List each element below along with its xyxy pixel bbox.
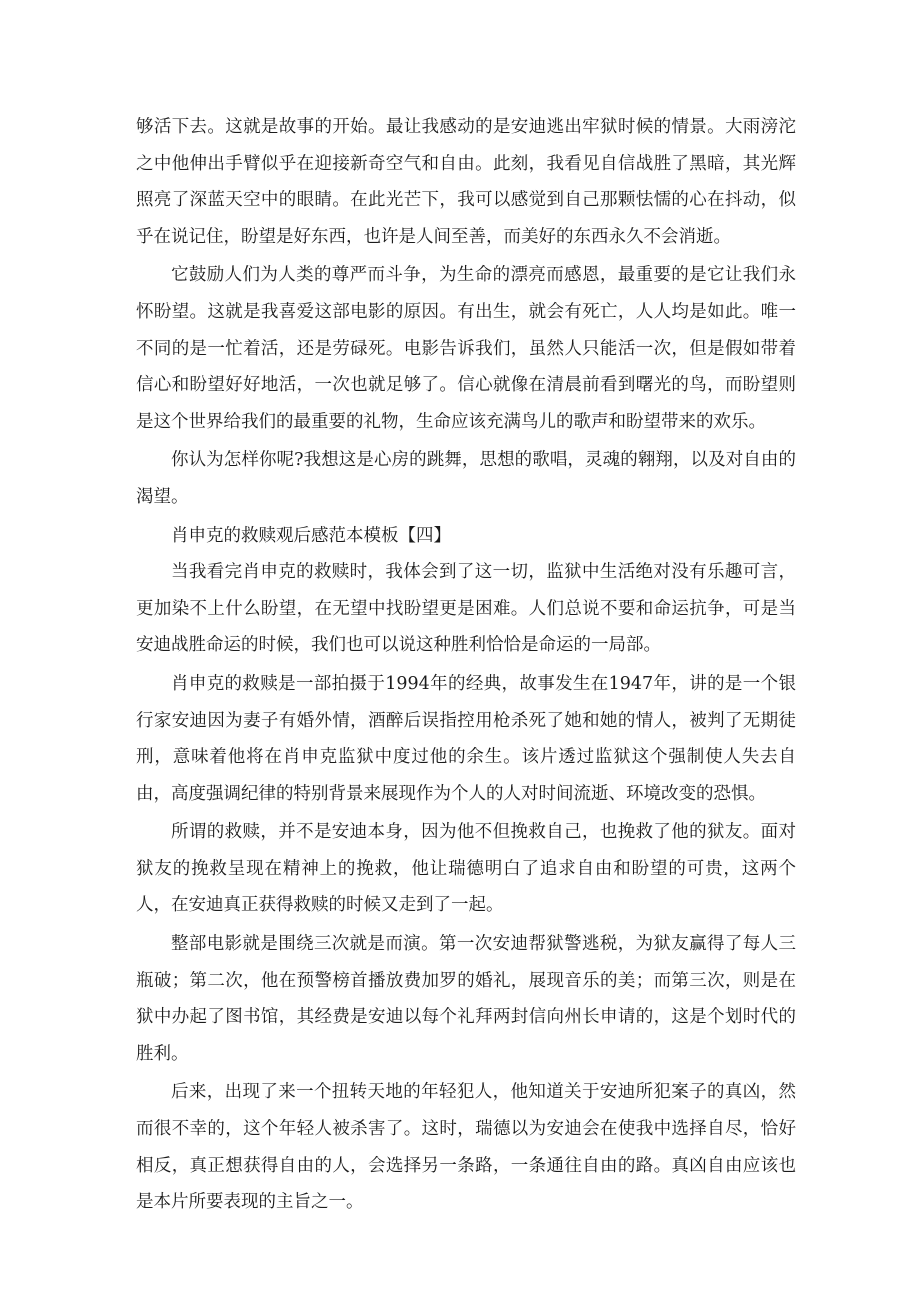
paragraph: 你认为怎样你呢?我想这是心房的跳舞，思想的歌唱，灵魂的翱翔，以及对自由的渴望。 [136,450,796,507]
paragraph: 肖申克的救赎是一部拍摄于1994年的经典，故事发生在1947年，讲的是一个银行家安迪因为妻子有婚外情，酒醉后误指控用枪杀死了她和她的情人，被判了无期徒刑，意味着他将在肖申克监狱中度过他的余生。该片透过监狱这个强制使人失去自由，高度强调纪律的特别背景来展现作为个人的人对时间流逝、环境改变的恐惧。 [136,673,796,804]
paragraph: 它鼓励人们为人类的尊严而斗争，为生命的漂亮而感恩，最重要的是它让我们永怀盼望。这就是我喜爱这部电影的原因。有出生，就会有死亡，人人均是如此。唯一不同的是一忙着活，还是劳碌死。电影告诉我们，虽然人只能活一次，但是假如带着信心和盼望好好地活，一次也就足够了。信心就像在清晨前看到曙光的鸟，而盼望则是这个世界给我们的最重要的礼物，生命应该充满鸟儿的歌声和盼望带来的欢乐。 [136,265,796,432]
paragraph: 整部电影就是围绕三次就是而演。第一次安迪帮狱警逃税，为狱友赢得了每人三瓶破；第二次，他在预警榜首播放费加罗的婚礼，展现音乐的美；而第三次，则是在狱中办起了图书馆，其经费是安迪以每个礼拜两封信向州长申请的，这是个划时代的胜利。 [136,934,796,1064]
paragraph: 当我看完肖申克的救赎时，我体会到了这一切，监狱中生活绝对没有乐趣可言，更加染不上什么盼望，在无望中找盼望更是困难。人们总说不要和命运抗争，可是当安迪战胜命运的时候，我们也可以说这种胜利恰恰是命运的一局部。 [136,562,796,656]
section-heading: 肖申克的救赎观后感范本模板【四】 [171,525,451,546]
paragraph: 所谓的救赎，并不是安迪本身，因为他不但挽救自己，也挽救了他的狱友。面对狱友的挽救呈现在精神上的挽救，他让瑞德明白了追求自由和盼望的可贵，这两个人，在安迪真正获得救赎的时候又走到了一起。 [136,822,796,916]
document-body [136,109,796,1221]
paragraph-continuation: 够活下去。这就是故事的开始。最让我感动的是安迪逃出牢狱时候的情景。大雨滂沱之中他伸出手臂似乎在迎接新奇空气和自由。此刻，我看见自信战胜了黑暗，其光辉照亮了深蓝天空中的眼睛。在此光芒下，我可以感觉到自己那颗怯懦的心在抖动，似乎在说记住，盼望是好东西，也许是人间至善，而美好的东西永久不会消逝。 [136,117,796,247]
paragraph: 后来，出现了来一个扭转天地的年轻犯人，他知道关于安迪所犯案子的真凶，然而很不幸的，这个年轻人被杀害了。这时，瑞德以为安迪会在使我中选择自尽，恰好相反，真正想获得自由的人，会选择另一条路，一条通往自由的路。真凶自由应该也是本片所要表现的主旨之一。 [136,1082,796,1213]
